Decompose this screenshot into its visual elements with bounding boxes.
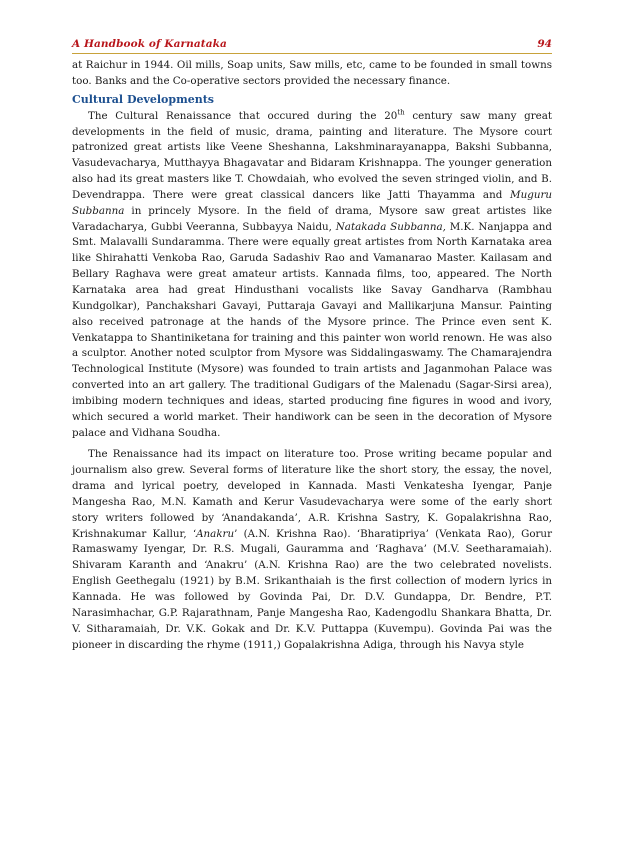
italic-name: Anakru <box>196 527 235 540</box>
document-page <box>72 38 552 653</box>
section-heading: Cultural Developments <box>72 92 214 106</box>
text-run: century saw many great developments in the field of music, drama, painting and literature. The Mysore court patronized great artists like Veene Sheshanna, Lakshminarayanappa, Bakshi Subbanna, Vasudevacharya, Mutthayya Bhagavatar and Bidaram Krishnappa. The younger generation also had its great masters like T. Chowdaiah, who evolved the seven stringed violin, and B. Devendrappa. There were great classical dancers like Jatti Thayamma and <box>72 109 552 201</box>
text-run: M.K. Nanjappa and Smt. Malavalli Sundaramma. There were equally great artistes from North Karnataka area like Shirahatti Venkoba Rao, Garuda Sadashiv Rao and Vamanarao Master. Kailasam and Bellary Raghava were great amateur artists. Kannada films, too, appeared. The North Karnataka area had great Hindusthani vocalists like Savay Gandharva (Rambhau Kundgolkar), Panchakshari Gavayi, Puttaraja Gavayi and Mallikarjuna Mansur. Painting also received patronage at the hands of the Mysore prince. The Prince even sent K. Venkatappa to Shantiniketana for training and this painter won world renown. He was also a sculptor. Another noted sculptor from Mysore was Siddalingaswamy. The Chamarajendra Technological Institute (Mysore) was founded to train artists and Jaganmohan Palace was converted into an art gallery. The traditional Gudigars of the Malenadu (Sagar-Sirsi area), imbibing modern techniques and ideas, started producing fine figures in wood and ivory, which secured a world market. Their handiwork can be seen in the decoration of Mysore palace and Vidhana Soudha. <box>72 220 552 439</box>
page-number: 94 <box>537 38 552 50</box>
book-title: A Handbook of Karnataka <box>72 38 227 50</box>
text-run: in princely Mysore. In the field of drama, Mysore saw great artistes like Varadacharya, Gubbi Veeranna, Subbayya Naidu, <box>72 204 552 233</box>
italic-name: Muguru Subbanna <box>72 188 552 217</box>
text-run: The Cultural Renaissance that occured during the 20 <box>88 109 398 122</box>
running-header <box>72 38 552 54</box>
paragraph-cultural-developments <box>72 109 552 442</box>
italic-name: Natakada Subbanna, <box>335 220 446 233</box>
text-run: ’ (A.N. Krishna Rao). ‘Bharatipriya’ (Venkata Rao), Gorur Ramaswamy Iyengar, Dr. R.S. Mugali, Gauramma and ‘Raghava’ (M.V. Seetharamaiah). Shivaram Karanth and ‘Anakru’ (A.N. Krishna Rao) are the two celebrated novelists. English Geethegalu (1921) by B.M. Srikanthaiah is the first collection of modern lyrics in Kannada. He was followed by Govinda Pai, Dr. D.V. Gundappa, Dr. Bendre, P.T. Narasimhachar, G.P. Rajarathnam, Panje Mangesha Rao, Kadengodlu Shankara Bhatta, Dr. V. Sitharamaiah, Dr. V.K. Gokak and Dr. K.V. Puttappa (Kuvempu). Govinda Pai was the pioneer in discarding the rhyme (1911,) Gopalakrishna Adiga, through his Navya style <box>72 527 552 651</box>
superscript: th <box>397 108 405 117</box>
paragraph-literature <box>72 447 552 653</box>
text-run: The Renaissance had its impact on literature too. Prose writing became popular and journalism also grew. Several forms of literature like the short story, the essay, the novel, drama and lyrical poetry, developed in Kannada. Masti Venkatesha Iyengar, Panje Mangesha Rao, M.N. Kamath and Kerur Vasudevacharya were some of the early short story writers followed by ‘Anandakanda’, A.R. Krishna Sastry, K. Gopalakrishna Rao, Krishnakumar Kallur, ‘ <box>72 448 552 540</box>
paragraph-intro: at Raichur in 1944. Oil mills, Soap units, Saw mills, etc, came to be founded in small towns too. Banks and the Co-operative sectors provided the necessary finance. <box>72 59 552 87</box>
